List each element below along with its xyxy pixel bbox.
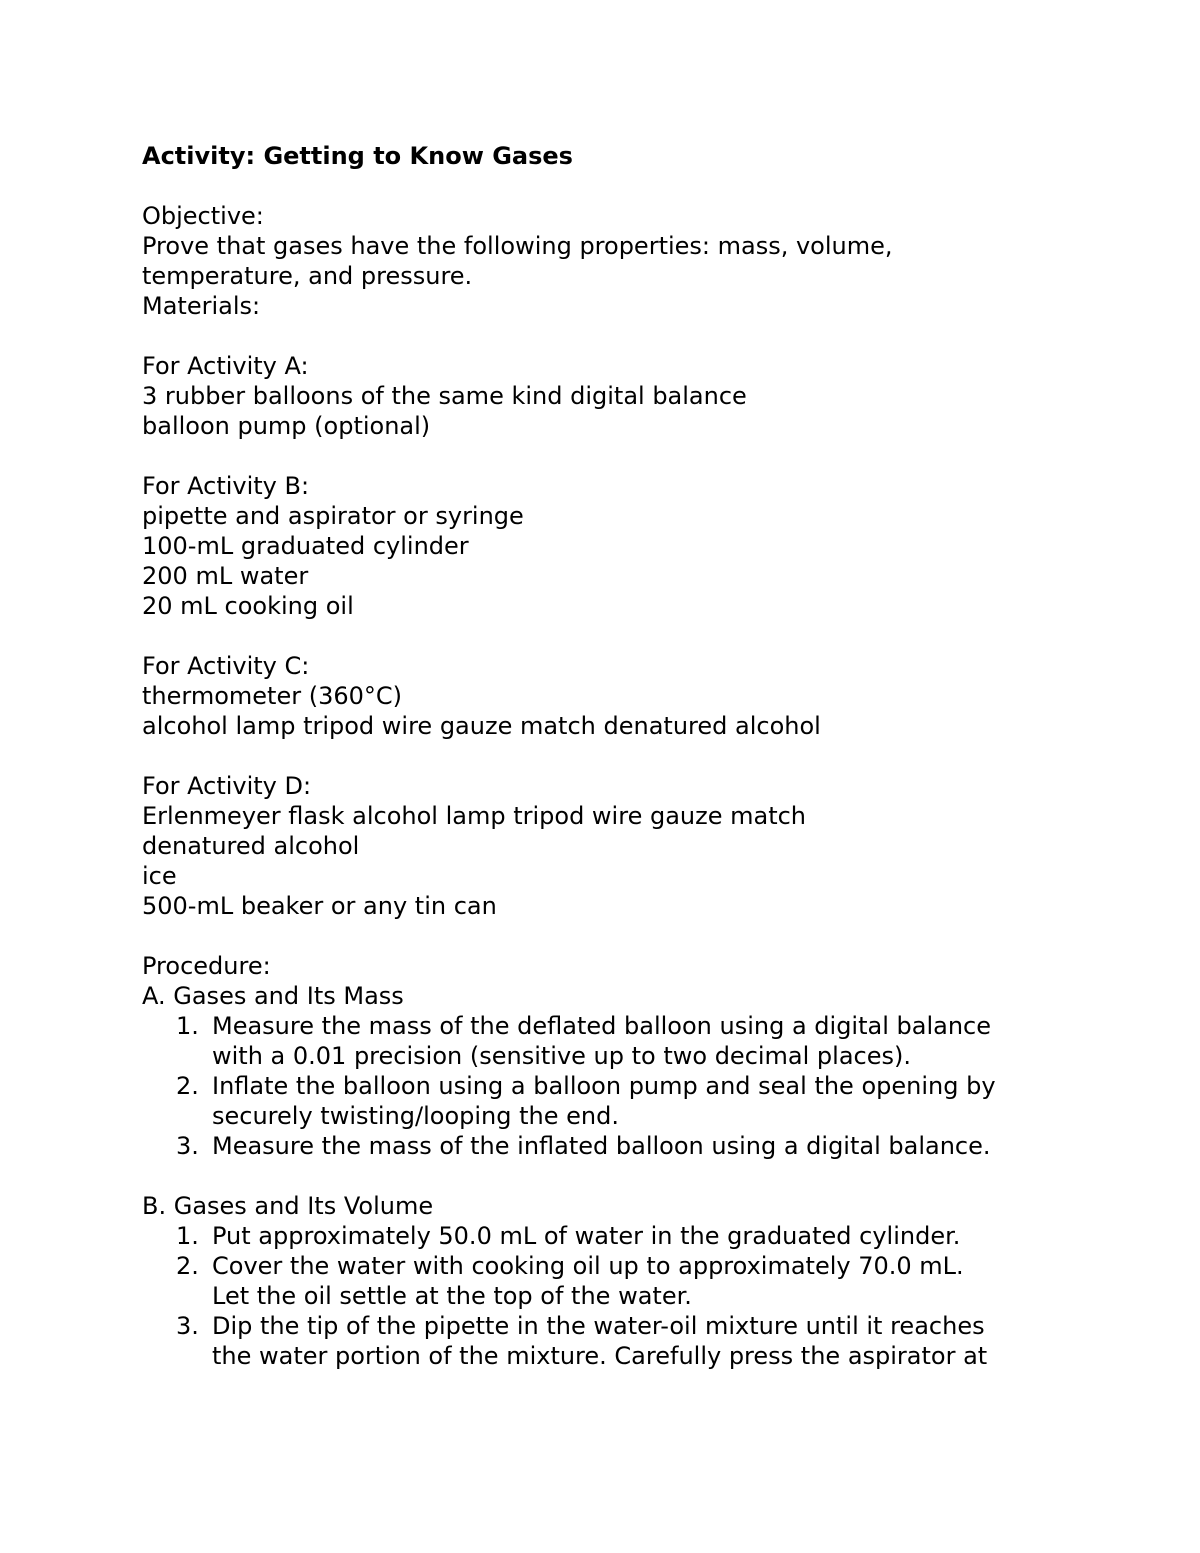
document-page — [142, 141, 1082, 1371]
material-item: denatured alcohol — [142, 832, 360, 860]
step-text-line: with a 0.01 precision (sensitive up to two decimal places). — [212, 1042, 911, 1070]
step-number: 1. — [176, 1012, 199, 1040]
step-text-line: Cover the water with cooking oil up to approximately 70.0 mL. — [212, 1252, 964, 1280]
step-text-line: the water portion of the mixture. Carefully press the aspirator at — [212, 1342, 988, 1370]
procedure-a-steps — [142, 1011, 1082, 1161]
procedure-step — [142, 1071, 1082, 1131]
material-item: Erlenmeyer flask alcohol lamp tripod wire gauze match — [142, 802, 807, 830]
activity-c-heading: For Activity C: — [142, 652, 310, 680]
document-title: Activity: Getting to Know Gases — [142, 142, 573, 170]
procedure-step — [142, 1011, 1082, 1071]
procedure-step — [142, 1251, 1082, 1311]
material-item: 3 rubber balloons of the same kind digital balance — [142, 382, 747, 410]
procedure-b-steps — [142, 1221, 1082, 1371]
material-item: ice — [142, 862, 177, 890]
material-item: 100-mL graduated cylinder — [142, 532, 469, 560]
step-number: 2. — [176, 1072, 199, 1100]
objective-text-line: Prove that gases have the following properties: mass, volume, — [142, 232, 893, 260]
step-number: 3. — [176, 1132, 199, 1160]
step-text-line: Let the oil settle at the top of the water. — [212, 1282, 692, 1310]
objective-heading: Objective: — [142, 202, 264, 230]
material-item: 500-mL beaker or any tin can — [142, 892, 497, 920]
procedure-section-a-heading: A. Gases and Its Mass — [142, 982, 404, 1010]
procedure-step — [142, 1311, 1082, 1371]
activity-a-heading: For Activity A: — [142, 352, 309, 380]
step-text-line: Measure the mass of the deflated balloon using a digital balance — [212, 1012, 991, 1040]
step-text-line: Measure the mass of the inflated balloon using a digital balance. — [212, 1132, 991, 1160]
procedure-section-b-heading: B. Gases and Its Volume — [142, 1192, 434, 1220]
activity-d-heading: For Activity D: — [142, 772, 312, 800]
activity-b-heading: For Activity B: — [142, 472, 310, 500]
step-number: 1. — [176, 1222, 199, 1250]
materials-heading: Materials: — [142, 292, 261, 320]
material-item: pipette and aspirator or syringe — [142, 502, 524, 530]
procedure-heading: Procedure: — [142, 952, 271, 980]
objective-text-line: temperature, and pressure. — [142, 262, 473, 290]
material-item: 20 mL cooking oil — [142, 592, 354, 620]
material-item: balloon pump (optional) — [142, 412, 431, 440]
step-text-line: Dip the tip of the pipette in the water-oil mixture until it reaches — [212, 1312, 985, 1340]
procedure-step — [142, 1221, 1082, 1251]
step-number: 3. — [176, 1312, 199, 1340]
material-item: alcohol lamp tripod wire gauze match denatured alcohol — [142, 712, 821, 740]
step-number: 2. — [176, 1252, 199, 1280]
material-item: thermometer (360°C) — [142, 682, 403, 710]
step-text-line: Inflate the balloon using a balloon pump and seal the opening by — [212, 1072, 996, 1100]
step-text-line: Put approximately 50.0 mL of water in the graduated cylinder. — [212, 1222, 961, 1250]
procedure-step — [142, 1131, 1082, 1161]
material-item: 200 mL water — [142, 562, 309, 590]
step-text-line: securely twisting/looping the end. — [212, 1102, 619, 1130]
